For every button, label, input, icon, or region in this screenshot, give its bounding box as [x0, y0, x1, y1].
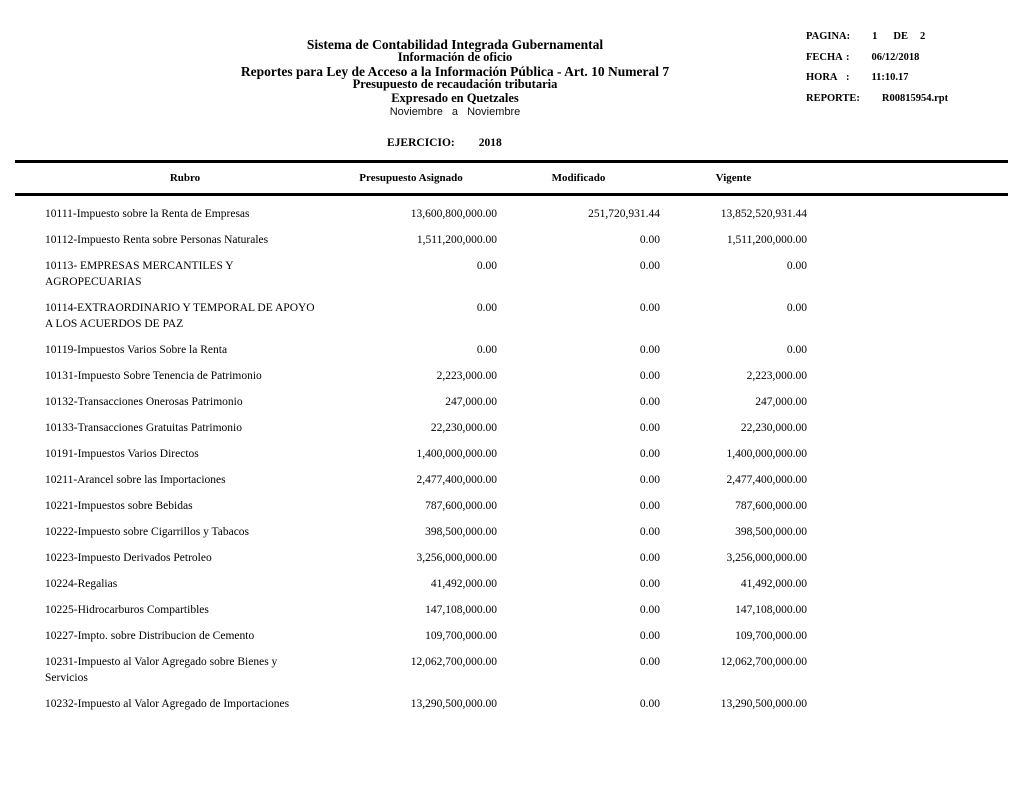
hora-label: HORA	[806, 72, 838, 83]
table-row	[15, 389, 1008, 415]
asignado-cell: 787,600,000.00	[425, 500, 497, 512]
rubro-cell: 10227-Impto. sobre Distribucion de Cemento	[45, 630, 255, 642]
filler-cell	[807, 623, 1008, 649]
table-row	[15, 195, 1008, 228]
ejercicio-value: 2018	[478, 137, 502, 149]
rubro-cell: 10191-Impuestos Varios Directos	[45, 448, 199, 460]
asignado-cell: 1,511,200,000.00	[416, 234, 497, 246]
filler-cell	[807, 253, 1008, 295]
filler-cell	[807, 571, 1008, 597]
page-meta-block	[806, 31, 948, 113]
table-row	[15, 649, 1008, 691]
modificado-cell: 0.00	[639, 526, 660, 538]
modificado-cell: 0.00	[639, 578, 660, 590]
modificado-cell: 0.00	[639, 474, 660, 486]
rubro-cell: 10114-EXTRAORDINARIO Y TEMPORAL DE APOYO A LOS ACUERDOS DE PAZ	[45, 302, 315, 330]
filler-column-header	[807, 162, 1008, 195]
table-row	[15, 545, 1008, 571]
meta-hora-row	[806, 72, 948, 83]
table-row	[15, 227, 1008, 253]
meta-pagina-row	[806, 31, 948, 42]
asignado-cell: 1,400,000,000.00	[416, 448, 497, 460]
vigente-cell: 0.00	[786, 260, 807, 272]
vigente-cell: 398,500,000.00	[735, 526, 807, 538]
filler-cell	[807, 363, 1008, 389]
modificado-cell: 0.00	[639, 396, 660, 408]
filler-cell	[807, 649, 1008, 691]
report-law-title: Reportes para Ley de Acceso a la Información Pública - Art. 10 Numeral 7	[240, 63, 670, 79]
filler-cell	[807, 415, 1008, 441]
vigente-cell: 1,511,200,000.00	[726, 234, 807, 246]
vigente-cell: 13,290,500,000.00	[720, 698, 807, 710]
modificado-cell: 0.00	[639, 500, 660, 512]
filler-cell	[807, 597, 1008, 623]
modificado-cell: 0.00	[639, 302, 660, 314]
header-row	[15, 162, 1008, 195]
table-row	[15, 493, 1008, 519]
vigente-cell: 2,223,000.00	[746, 370, 807, 382]
vigente-cell: 147,108,000.00	[735, 604, 807, 616]
hora-value: 11:10.17	[871, 72, 909, 83]
rubro-cell: 10222-Impuesto sobre Cigarrillos y Tabacos	[45, 526, 250, 538]
asignado-cell: 12,062,700,000.00	[410, 656, 497, 668]
modificado-cell: 0.00	[639, 344, 660, 356]
vigente-cell: 41,492,000.00	[740, 578, 807, 590]
asignado-cell: 41,492,000.00	[430, 578, 497, 590]
pagina-de-label: DE	[893, 31, 908, 42]
rubro-cell: 10112-Impuesto Renta sobre Personas Naturales	[45, 234, 269, 246]
vigente-column-header: Vigente	[660, 162, 807, 195]
filler-cell	[807, 295, 1008, 337]
rubro-cell: 10231-Impuesto al Valor Agregado sobre Bienes y Servicios	[45, 656, 278, 684]
asignado-cell: 147,108,000.00	[425, 604, 497, 616]
report-system-title: Sistema de Contabilidad Integrada Gubernamental	[306, 37, 604, 52]
vigente-cell: 22,230,000.00	[740, 422, 807, 434]
reporte-colon: :	[856, 92, 860, 104]
vigente-cell: 2,477,400,000.00	[726, 474, 807, 486]
rubro-cell: 10131-Impuesto Sobre Tenencia de Patrimonio	[45, 370, 262, 382]
rubro-cell: 10133-Transacciones Gratuitas Patrimonio	[45, 422, 242, 434]
asignado-cell: 13,290,500,000.00	[410, 698, 497, 710]
fecha-label: FECHA	[806, 51, 843, 63]
filler-cell	[807, 467, 1008, 493]
table-row	[15, 441, 1008, 467]
rubro-cell: 10221-Impuestos sobre Bebidas	[45, 500, 193, 512]
rubro-cell: 10232-Impuesto al Valor Agregado de Importaciones	[45, 698, 290, 710]
rubro-cell: 10132-Transacciones Onerosas Patrimonio	[45, 396, 243, 408]
asignado-cell: 109,700,000.00	[425, 630, 497, 642]
table-row	[15, 337, 1008, 363]
vigente-cell: 247,000.00	[755, 396, 807, 408]
fecha-colon: :	[846, 51, 850, 63]
modificado-cell: 0.00	[639, 260, 660, 272]
modificado-cell: 0.00	[639, 448, 660, 460]
pagina-total-value: 2	[919, 31, 926, 42]
rubro-cell: 10119-Impuestos Varios Sobre la Renta	[45, 344, 228, 356]
rubro-column-header: Rubro	[15, 162, 325, 195]
rubro-cell: 10225-Hidrocarburos Compartibles	[45, 604, 209, 616]
asignado-column-header: Presupuesto Asignado	[325, 162, 497, 195]
vigente-cell: 787,600,000.00	[735, 500, 807, 512]
filler-cell	[807, 691, 1008, 717]
reporte-value: R00815954.rpt	[881, 92, 949, 104]
asignado-cell: 0.00	[476, 260, 497, 272]
table-row	[15, 295, 1008, 337]
rubro-cell: 10224-Regalias	[45, 578, 118, 590]
table-row	[15, 467, 1008, 493]
modificado-cell: 0.00	[639, 370, 660, 382]
reporte-label: REPORTE	[806, 92, 857, 104]
filler-cell	[807, 337, 1008, 363]
report-budget-title: Presupuesto de recaudación tributaria	[352, 77, 558, 92]
ejercicio-label: EJERCICIO:	[387, 137, 455, 149]
vigente-cell: 109,700,000.00	[735, 630, 807, 642]
table-row	[15, 253, 1008, 295]
report-title-block	[130, 38, 780, 119]
fecha-value: 06/12/2018	[871, 51, 920, 63]
filler-cell	[807, 493, 1008, 519]
pagina-label: PAGINA	[806, 31, 847, 42]
meta-reporte-row	[806, 93, 948, 104]
table-row	[15, 415, 1008, 441]
filler-cell	[807, 389, 1008, 415]
report-subtitle-oficio: Información de oficio	[397, 50, 513, 65]
vigente-cell: 3,256,000,000.00	[726, 552, 807, 564]
vigente-cell: 0.00	[786, 344, 807, 356]
budget-table	[15, 160, 1008, 717]
asignado-cell: 0.00	[476, 302, 497, 314]
budget-table-header	[15, 162, 1008, 195]
vigente-cell: 12,062,700,000.00	[720, 656, 807, 668]
modificado-cell: 0.00	[639, 656, 660, 668]
vigente-cell: 0.00	[786, 302, 807, 314]
modificado-cell: 0.00	[639, 604, 660, 616]
vigente-cell: 13,852,520,931.44	[720, 208, 807, 220]
modificado-column-header: Modificado	[497, 162, 660, 195]
modificado-cell: 0.00	[639, 698, 660, 710]
table-body	[15, 195, 1008, 718]
hora-colon: :	[846, 72, 850, 83]
asignado-cell: 2,223,000.00	[436, 370, 497, 382]
rubro-cell: 10211-Arancel sobre las Importaciones	[45, 474, 226, 486]
report-period: Noviembre a Noviembre	[389, 106, 521, 119]
asignado-cell: 13,600,800,000.00	[410, 208, 497, 220]
asignado-cell: 247,000.00	[445, 396, 497, 408]
asignado-cell: 3,256,000,000.00	[416, 552, 497, 564]
filler-cell	[807, 441, 1008, 467]
modificado-cell: 0.00	[639, 422, 660, 434]
table-row	[15, 571, 1008, 597]
modificado-cell: 0.00	[639, 234, 660, 246]
ejercicio-line	[387, 137, 502, 149]
table-row	[15, 597, 1008, 623]
filler-cell	[807, 545, 1008, 571]
filler-cell	[807, 227, 1008, 253]
table-row	[15, 363, 1008, 389]
filler-cell	[807, 519, 1008, 545]
table-row	[15, 519, 1008, 545]
asignado-cell: 22,230,000.00	[430, 422, 497, 434]
vigente-cell: 1,400,000,000.00	[726, 448, 807, 460]
rubro-cell: 10111-Impuesto sobre la Renta de Empresas	[45, 208, 250, 220]
pagina-value: 1	[872, 31, 878, 42]
budget-table-wrap	[15, 160, 1008, 717]
table-row	[15, 691, 1008, 717]
modificado-cell: 251,720,931.44	[588, 208, 660, 220]
asignado-cell: 0.00	[476, 344, 497, 356]
asignado-cell: 2,477,400,000.00	[416, 474, 497, 486]
table-row	[15, 623, 1008, 649]
pagina-colon: :	[846, 31, 851, 42]
asignado-cell: 398,500,000.00	[425, 526, 497, 538]
modificado-cell: 0.00	[639, 552, 660, 564]
modificado-cell: 0.00	[639, 630, 660, 642]
rubro-cell: 10113- EMPRESAS MERCANTILES Y AGROPECUARIAS	[45, 260, 234, 288]
rubro-cell: 10223-Impuesto Derivados Petroleo	[45, 552, 212, 564]
meta-fecha-row	[806, 52, 948, 63]
filler-cell	[807, 195, 1008, 228]
report-currency-note: Expresado en Quetzales	[391, 90, 519, 105]
